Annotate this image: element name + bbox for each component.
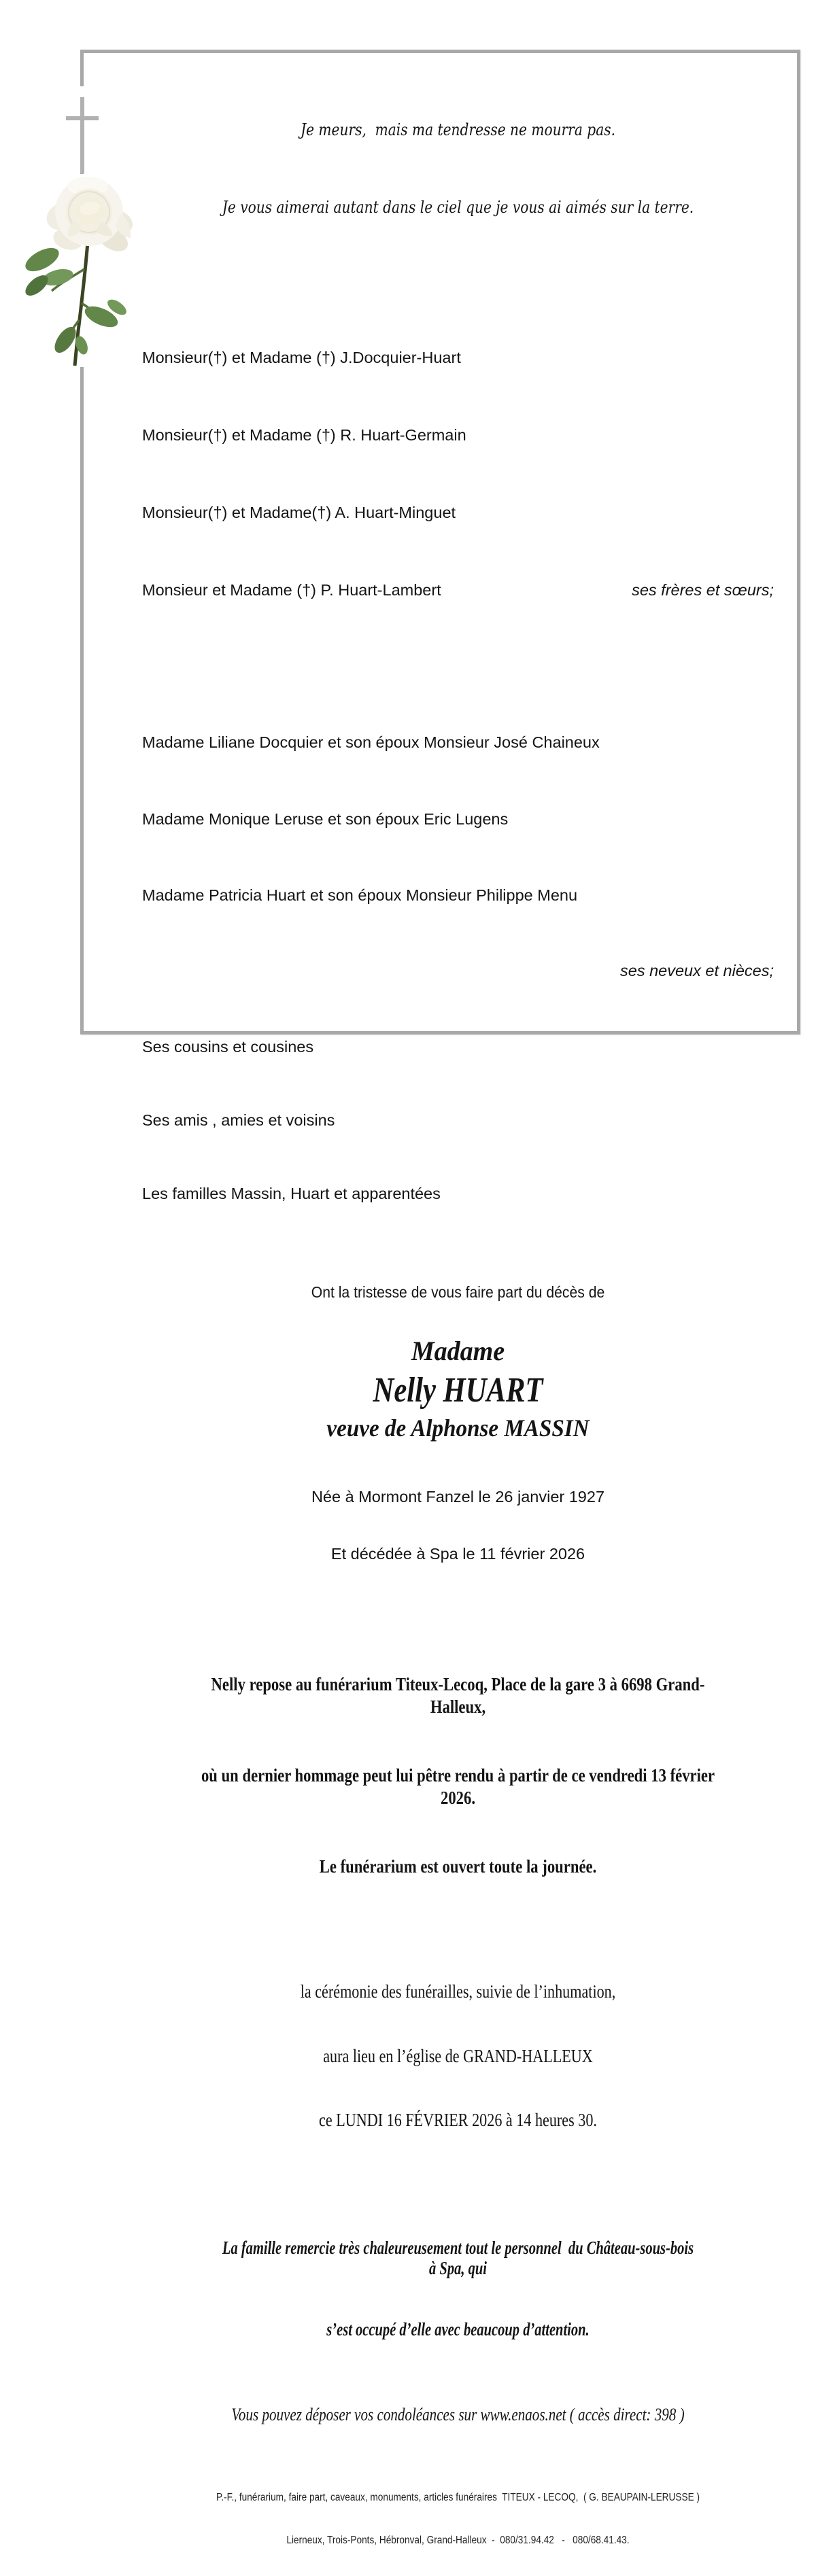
nieces-group-label: ses neveux et nièces;	[620, 961, 774, 979]
funeral-home-block	[192, 1628, 723, 1924]
deceased-widow-of: veuve de Alphonse MASSIN	[326, 1414, 590, 1442]
funeral-home-line: Le funérarium est ouvert toute la journée.	[319, 1856, 597, 1877]
condolences-line: Vous pouvez déposer vos condoléances sur www.enaos.net ( accès direct: 398 )	[231, 2404, 685, 2424]
ceremony-line: ce LUNDI 16 FÉVRIER 2026 à 14 heures 30.	[319, 2110, 597, 2130]
list-item: Monsieur et Madame (†) P. Huart-Lambert	[142, 581, 441, 599]
thanks-block	[218, 2197, 698, 2380]
epitaph	[192, 65, 723, 272]
funeral-home-line: Nelly repose au funérarium Titeux-Lecoq, Place de la gare 3 à 6698 Grand-Halleux,	[211, 1673, 705, 1717]
ceremony-line: aura lieu en l’église de GRAND-HALLEUX	[323, 2045, 593, 2066]
nieces-nephews-list	[142, 679, 774, 960]
deceased-title: Madame	[411, 1335, 505, 1366]
others-list	[142, 986, 774, 1255]
list-item: Ses cousins et cousines	[142, 1037, 314, 1056]
list-item: Madame Monique Leruse et son époux Eric Lugens	[142, 810, 509, 828]
thanks-line: La famille remercie très chaleureusement tout le personnel du Château-sous-bois à Spa, qui	[222, 2237, 698, 2278]
funeral-home-line: où un dernier hommage peut lui pêtre rendu à partir de ce vendredi 13 février 2026.	[201, 1764, 719, 1808]
list-item: Madame Patricia Huart et son époux Monsieur Philippe Menu	[142, 886, 578, 904]
epitaph-line: Je vous aimerai autant dans le ciel que je vous ai aimés sur la terre.	[222, 198, 694, 217]
list-item: Monsieur(†) et Madame(†) A. Huart-Minguet	[142, 504, 456, 521]
birth-line: Née à Mormont Fanzel le 26 janvier 1927	[311, 1487, 605, 1505]
funeral-director-footer	[180, 2462, 736, 2576]
siblings-group-label: ses frères et sœurs;	[632, 581, 774, 599]
list-item: Monsieur(†) et Madame (†) R. Huart-Germain	[142, 426, 466, 444]
ceremony-block	[199, 1938, 717, 2174]
epitaph-line: Je meurs, mais ma tendresse ne mourra pas.	[300, 120, 615, 139]
deceased-dates	[142, 1449, 774, 1601]
announcement-content	[84, 53, 797, 2546]
siblings-list	[142, 293, 774, 655]
footer-line: P.-F., funérarium, faire part, caveaux, monuments, articles funéraires TITEUX - LECOQ, ( G. BEAUPAIN-LERUSSE )	[216, 2491, 700, 2503]
announcement-line: Ont la tristesse de vous faire part du décès de	[311, 1283, 605, 1301]
ceremony-line: la cérémonie des funérailles, suivie de l’inhumation,	[300, 1981, 616, 2002]
thanks-line: s’est occupé d’elle avec beaucoup d’attention.	[326, 2318, 590, 2339]
list-item: Monsieur(†) et Madame (†) J.Docquier-Huart	[142, 349, 461, 366]
list-item: Ses amis , amies et voisins	[142, 1111, 335, 1129]
list-item-with-label	[142, 577, 774, 603]
list-item: Les familles Massin, Huart et apparentées	[142, 1184, 441, 1202]
footer-line: Lierneux, Trois-Ponts, Hébronval, Grand-Halleux - 080/31.94.42 - 080/68.41.43.	[286, 2534, 630, 2546]
deceased-name: Nelly HUART	[373, 1370, 543, 1410]
death-line: Et décédée à Spa le 11 février 2026	[330, 1544, 585, 1563]
list-item: Madame Liliane Docquier et son époux Monsieur José Chaineux	[142, 733, 600, 751]
